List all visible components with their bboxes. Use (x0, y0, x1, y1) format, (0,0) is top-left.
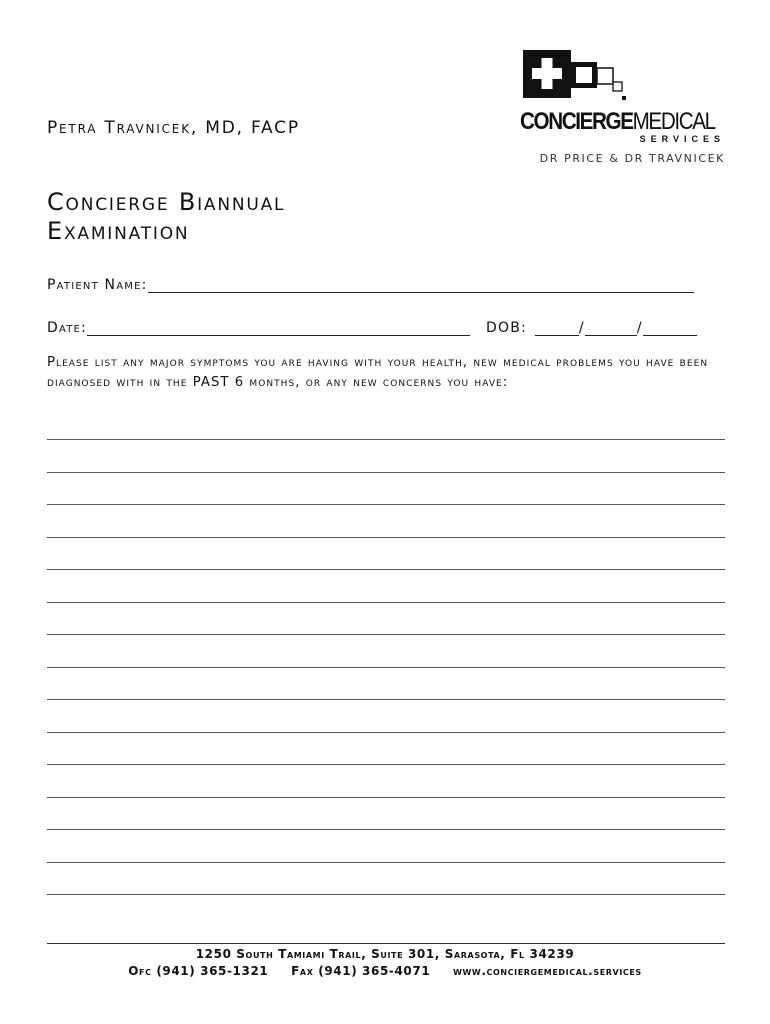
instructions-text: Please list any major symptoms you are having with your health, new medical problems you have been diagnosed with in the PAST 6 months, or any new concerns you have: (47, 355, 709, 390)
logo-services-text: SERVICES (639, 134, 725, 144)
concierge-medical-logo (520, 48, 725, 168)
dob-year-field[interactable] (643, 321, 697, 336)
writing-line[interactable] (47, 569, 725, 570)
writing-line[interactable] (47, 439, 725, 440)
writing-line[interactable] (47, 862, 725, 863)
doctor-name: Petra Travnicek, MD, FACP (47, 118, 300, 138)
writing-line[interactable] (47, 634, 725, 635)
footer-fax: Fax (941) 365-4071 (291, 964, 431, 978)
patient-name-label: Patient Name: (47, 277, 148, 293)
dob-separator: / (578, 320, 585, 336)
patient-name-row (47, 277, 694, 293)
writing-line[interactable] (47, 894, 725, 895)
date-label: Date: (47, 320, 87, 336)
writing-line[interactable] (47, 699, 725, 700)
footer-website: www.conciergemedical.services (453, 964, 642, 978)
dob-month-field[interactable] (535, 321, 579, 336)
dob-separator: / (636, 320, 643, 336)
writing-line[interactable] (47, 537, 725, 538)
form-title-line1: Concierge Biannual (47, 188, 286, 216)
footer-divider (47, 943, 725, 944)
logo-doctors-text: DR PRICE & DR TRAVNICEK (539, 152, 725, 165)
logo-wordmark: CONCIERGEMEDICAL (520, 108, 715, 135)
writing-line[interactable] (47, 602, 725, 603)
dob-day-field[interactable] (585, 321, 637, 336)
writing-line[interactable] (47, 829, 725, 830)
medical-cross-squares-icon (520, 48, 630, 108)
patient-name-field[interactable] (148, 278, 694, 293)
form-title-line2: Examination (47, 217, 190, 245)
date-field[interactable] (87, 321, 470, 336)
writing-line[interactable] (47, 472, 725, 473)
footer-office-phone: Ofc (941) 365-1321 (128, 964, 269, 978)
dob-label: DOB: (486, 320, 527, 336)
writing-line[interactable] (47, 797, 725, 798)
writing-line[interactable] (47, 504, 725, 505)
form-title (47, 188, 447, 246)
date-dob-row (47, 320, 697, 336)
footer-contact (0, 964, 770, 978)
writing-line[interactable] (47, 667, 725, 668)
writing-line[interactable] (47, 732, 725, 733)
footer-address: 1250 South Tamiami Trail, Suite 301, Sarasota, Fl 34239 (195, 947, 575, 961)
writing-line[interactable] (47, 764, 725, 765)
